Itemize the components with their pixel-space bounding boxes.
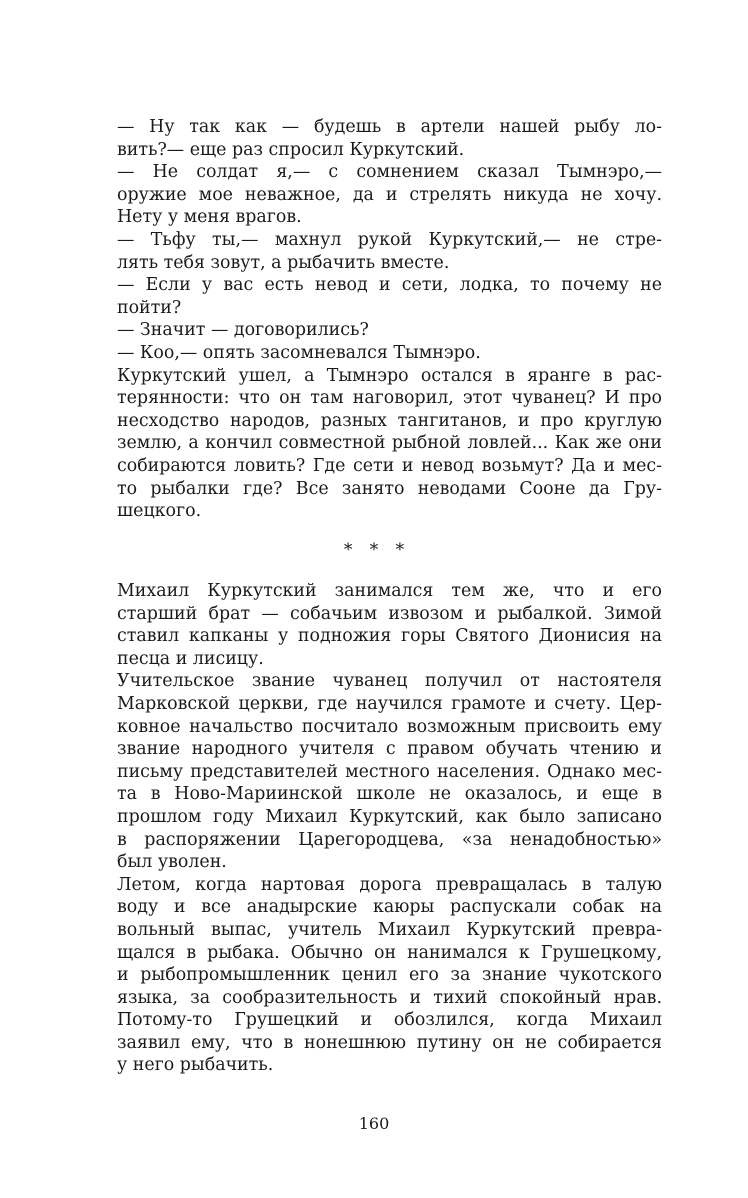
text-line: в распоряжении Царегородцева, «за ненадобностью» — [117, 829, 662, 850]
text-line: Михаил Куркутский занимался тем же, что и его — [117, 581, 662, 601]
text-line: — Не солдат я,— с сомнением сказал Тымнэро,— — [117, 162, 662, 183]
text-line: то рыбалки где? Все занято неводами Сооне да Гру- — [117, 478, 662, 499]
text-line: пойти? — [117, 297, 182, 318]
text-line: был уволен. — [117, 852, 227, 873]
page-number: 160 — [358, 1114, 390, 1133]
text-line: заявил ему, что в нонешнюю путину он не собирается — [117, 1032, 662, 1053]
text-line: — Коо,— опять засомневался Тымнэро. — [117, 342, 481, 363]
text-line: Куркутский ушел, а Тымнэро остался в яранге в рас- — [117, 365, 662, 386]
text-line: — Ну так как — будешь в артели нашей рыбу ло- — [117, 117, 662, 137]
dialogue-section — [117, 116, 662, 523]
narrative-section — [117, 580, 662, 1077]
text-line: собираются ловить? Где сети и невод возьмут? Да и мес- — [117, 455, 662, 476]
text-line: Летом, когда нартовая дорога превращалась в талую — [117, 874, 662, 895]
text-line: оружие мое неважное, да и стрелять никуда не хочу. — [117, 184, 662, 205]
text-line: та в Ново-Мариинской школе не оказалось, и еще в — [117, 784, 662, 805]
text-line: Учительское звание чуванец получил от настоятеля — [117, 671, 662, 692]
text-line: старший брат — собачьим извозом и рыбалкой. Зимой — [117, 603, 662, 624]
text-line: языка, за сообразительность и тихий спокойный нрав. — [117, 987, 662, 1008]
text-line: у него рыбачить. — [117, 1055, 274, 1076]
text-line: лять тебя зовут, а рыбачить вместе. — [117, 252, 450, 273]
text-line: — Тьфу ты,— махнул рукой Куркутский,— не стре- — [117, 229, 662, 250]
text-line: ковное начальство посчитало возможным присвоить ему — [117, 716, 662, 737]
text-line: Марковской церкви, где научился грамоте и счету. Цер- — [117, 693, 662, 714]
text-line: несходство народов, разных тангитанов, и про круглую — [117, 410, 662, 431]
text-line: вольный выпас, учитель Михаил Куркутский превра- — [117, 919, 662, 940]
text-line: щался в рыбака. Обычно он нанимался к Грушецкому, — [117, 942, 662, 963]
text-line: прошлом году Михаил Куркутский, как было записано — [117, 806, 662, 827]
text-line: Потому-то Грушецкий и обозлился, когда Михаил — [117, 1010, 662, 1031]
text-line: Нету у меня врагов. — [117, 207, 302, 228]
text-line: песца и лисицу. — [117, 648, 264, 669]
text-line: письму представителей местного населения. Однако мес- — [117, 761, 662, 782]
text-line: землю, а кончил совместной рыбной ловлей... Как же они — [117, 433, 662, 454]
text-line: звание народного учителя с правом обучать чтению и — [117, 739, 662, 760]
text-line: терянности: что он там наговорил, этот чуванец? И про — [117, 388, 662, 409]
text-line: — Значит — договорились? — [117, 320, 369, 341]
text-line: шецкого. — [117, 501, 202, 522]
section-separator: * * * — [343, 540, 411, 560]
text-line: воду и все анадырские каюры распускали собак на — [117, 897, 662, 918]
text-line: и рыбопромышленник ценил его за знание чукотского — [117, 965, 662, 986]
text-line: ставил капканы у подножия горы Святого Дионисия на — [117, 626, 662, 647]
text-line: вить?— еще раз спросил Куркутский. — [117, 139, 465, 160]
text-line: — Если у вас есть невод и сети, лодка, то почему не — [117, 275, 662, 296]
